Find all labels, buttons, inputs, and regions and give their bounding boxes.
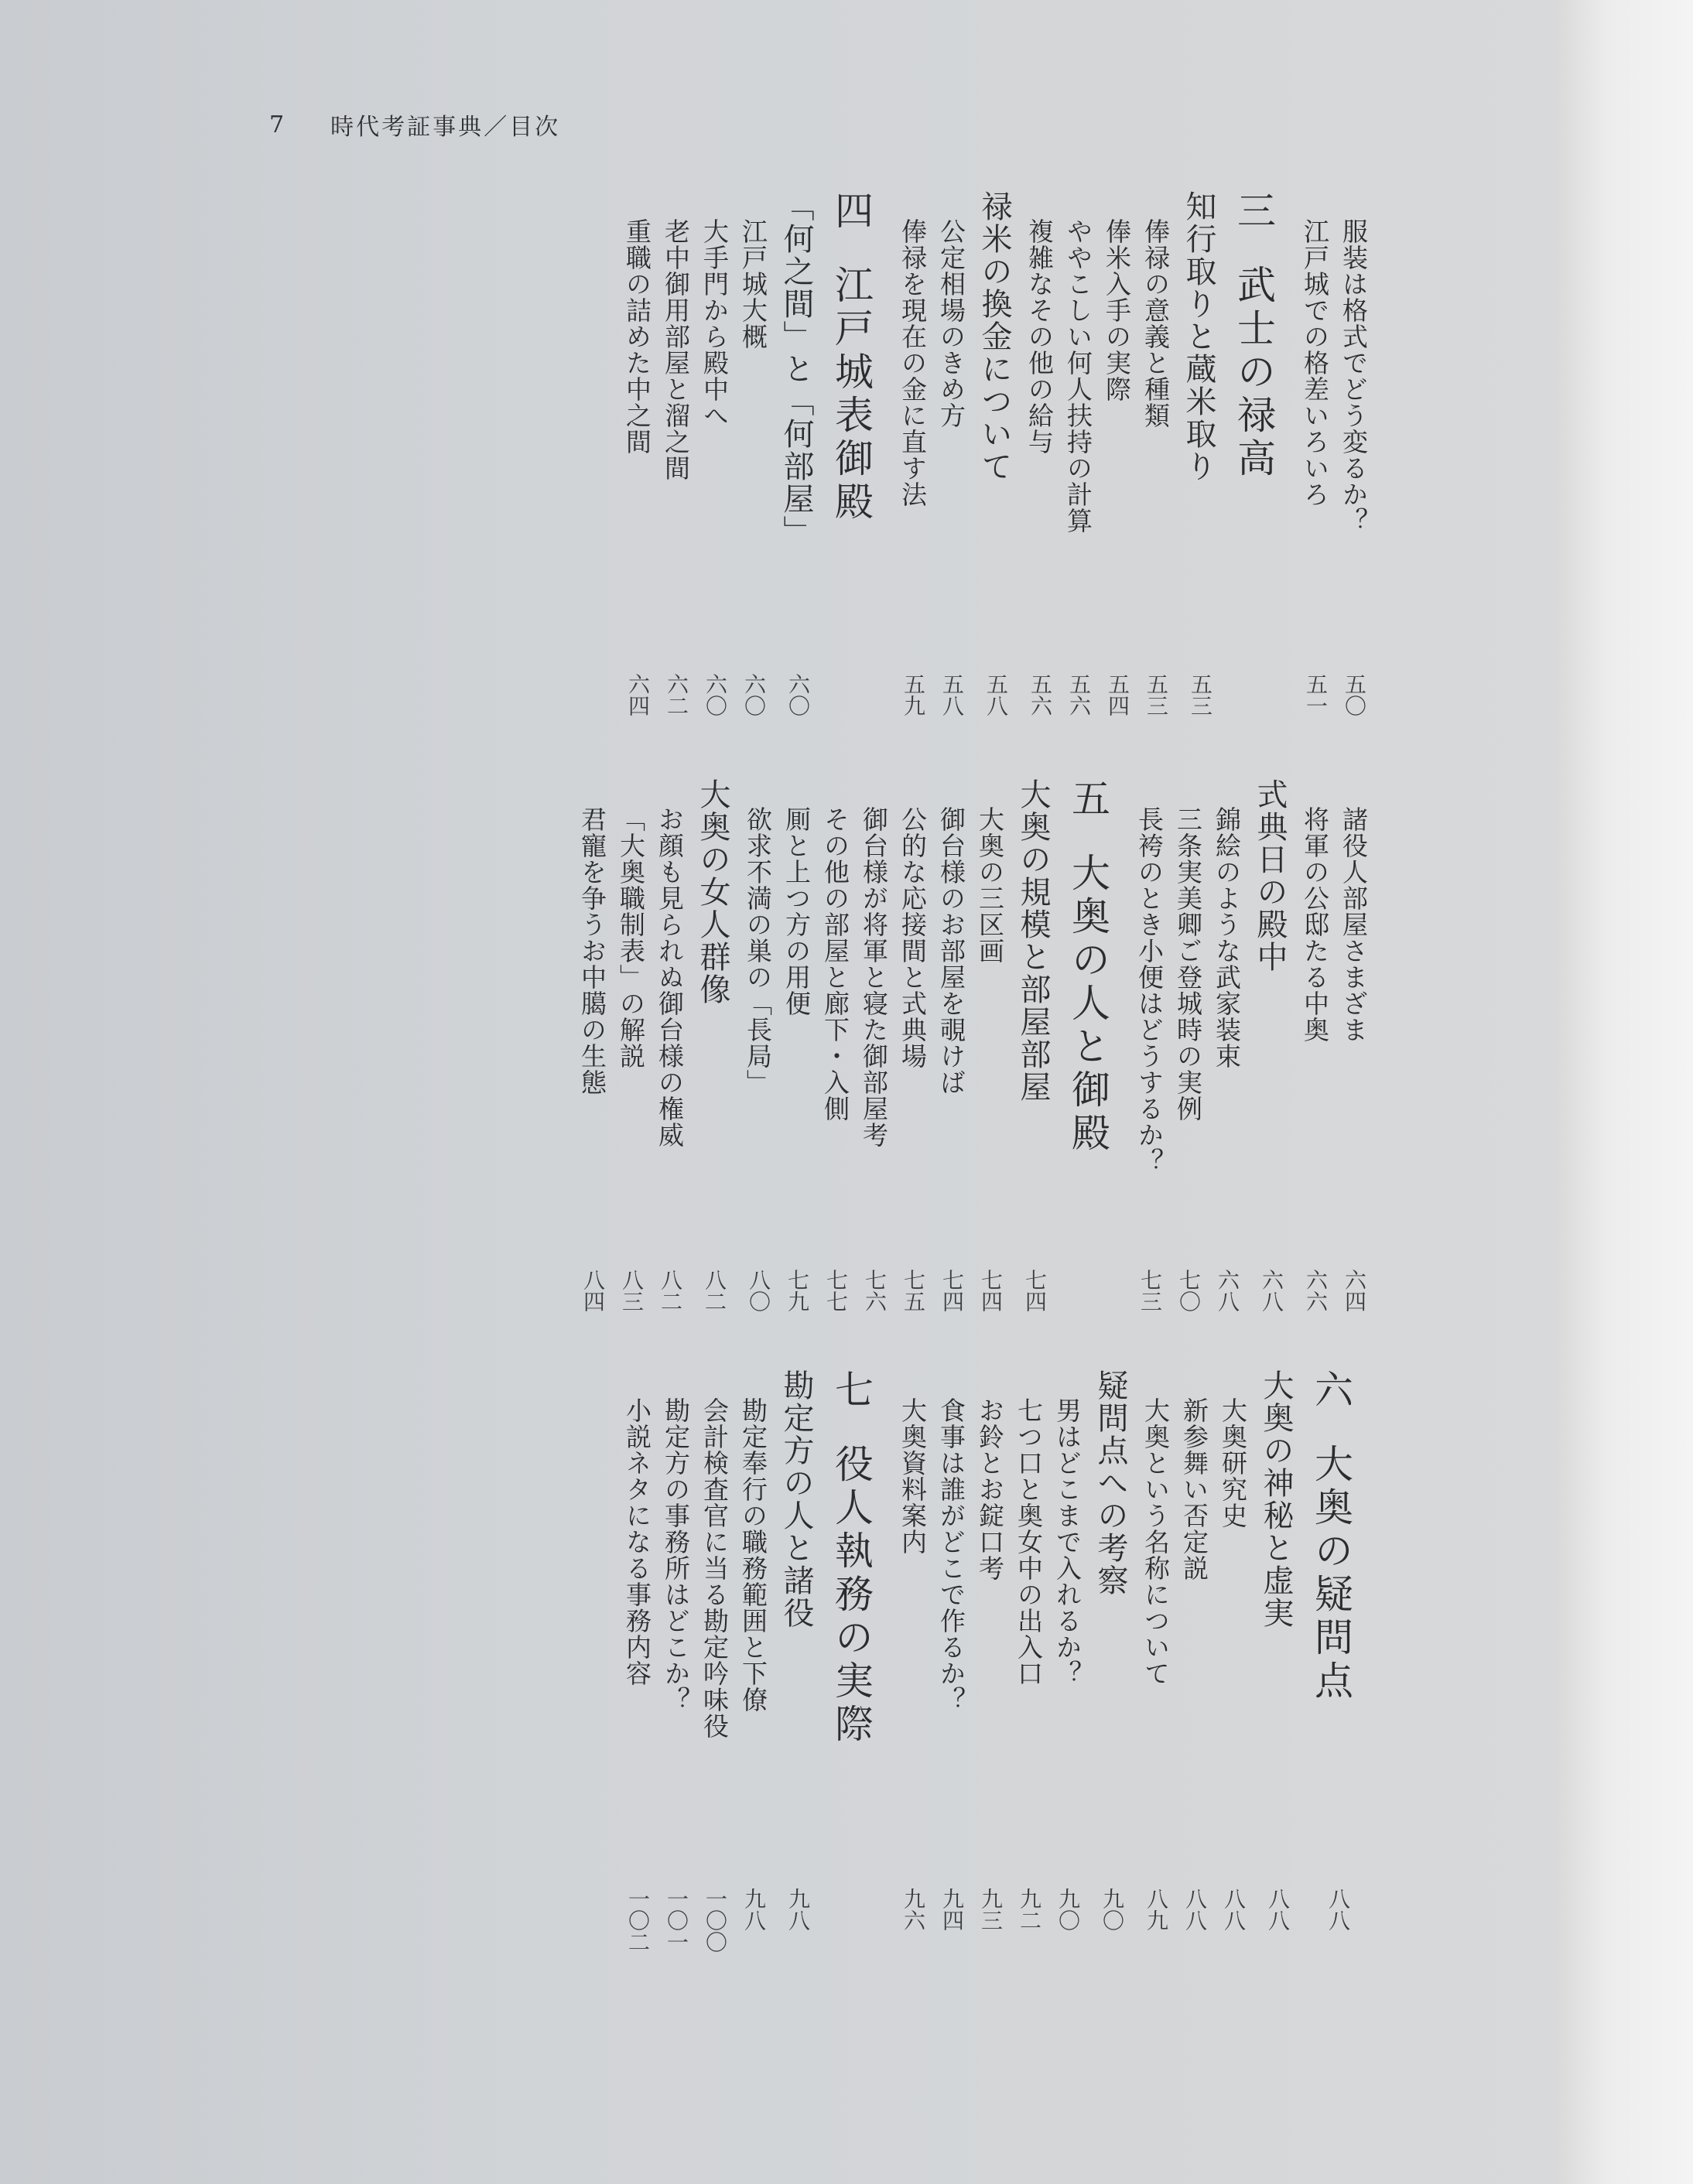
item-title: ややこしい何人扶持の計算	[1063, 218, 1093, 534]
page-ref: 八二	[702, 1269, 727, 1312]
item-title: 男はどこまで入れるか？	[1052, 1397, 1082, 1687]
item-title: 重職の詰めた中之間	[622, 218, 652, 455]
page-ref: 六四	[625, 673, 651, 716]
page-ref: 六〇	[785, 673, 811, 716]
page-ref: 六〇	[741, 673, 767, 716]
page-ref: 六四	[1342, 1269, 1367, 1312]
chapter-number: 三	[1231, 190, 1276, 229]
item-title: 江戸城での格差いろいろ	[1300, 218, 1330, 508]
chapter-number: 五	[1065, 778, 1110, 817]
page-ref: 七六	[862, 1269, 888, 1312]
page-ref: 七四	[978, 1269, 1004, 1312]
item-title: 君寵を争うお中臈の生態	[577, 806, 607, 1095]
header-title: 時代考証事典／目次	[330, 114, 561, 141]
page-ref: 五〇	[1342, 673, 1367, 716]
item-title: 公的な応接間と式典場	[898, 806, 928, 1069]
page-ref: 五六	[1066, 673, 1092, 716]
item-title: 欲求不満の巣の「長局」	[743, 806, 773, 1095]
item-title: 諸役人部屋さまざま	[1339, 806, 1369, 1043]
item-title: 公定相場のきめ方	[936, 218, 966, 429]
item-title: 江戸城大概	[738, 218, 768, 350]
chapter-title: 役人執務の実際	[829, 1444, 874, 1747]
item-title: 新参舞い否定説	[1179, 1397, 1209, 1581]
page-ref: 七五	[901, 1269, 926, 1312]
page-ref: 七〇	[1176, 1269, 1202, 1312]
page-ref: 七七	[823, 1269, 849, 1312]
item-title: 俸米入手の実際	[1102, 218, 1132, 402]
item-title: その他の部屋と廊下・入側	[820, 806, 850, 1122]
item-title: 食事は誰がどこで作るか？	[936, 1397, 966, 1713]
page-ref: 九八	[741, 1888, 767, 1931]
page-ref: 六二	[664, 673, 689, 716]
item-title: 勘定方の事務所はどこか？	[661, 1397, 691, 1713]
item-title: 七つ口と奥女中の出入口	[1014, 1397, 1044, 1687]
page-ref: 八三	[619, 1269, 645, 1312]
page-ref: 五四	[1105, 673, 1130, 716]
page-ref: 八九	[1144, 1888, 1169, 1931]
page-ref: 八二	[658, 1269, 683, 1312]
item-title: 将軍の公邸たる中奥	[1300, 806, 1330, 1043]
section-title: 禄米の換金について	[976, 190, 1012, 483]
section-title: 「何之間」と「何部屋」	[778, 190, 814, 548]
item-title: 複雑なその他の給与	[1024, 218, 1055, 455]
page-ref: 八四	[580, 1269, 606, 1312]
item-title: 老中御用部屋と溜之間	[661, 218, 691, 481]
item-title: 服装は格式でどう変るか？	[1339, 218, 1369, 534]
page-ref: 八〇	[746, 1269, 771, 1312]
item-title: 長袴のとき小便はどうするか？	[1134, 806, 1165, 1174]
item-title: 大手門から殿中へ	[699, 218, 730, 429]
chapter-number: 四	[829, 190, 874, 229]
chapter-title: 大奥の疑問点	[1308, 1444, 1353, 1704]
item-title: 錦絵のような武家装束	[1212, 806, 1242, 1069]
page-ref: 九八	[785, 1888, 811, 1931]
section-title: 式典日の殿中	[1252, 778, 1288, 973]
item-title: 俸禄を現在の金に直す法	[898, 218, 928, 508]
item-title: 御台様のお部屋を覗けば	[936, 806, 966, 1095]
page-ref: 一〇一	[664, 1888, 689, 1953]
page-edge	[1555, 0, 1693, 2184]
page-ref: 九二	[1017, 1888, 1042, 1931]
section-title: 大奥の規模と部屋部屋	[1015, 778, 1051, 1103]
page-ref: 一〇〇	[703, 1888, 728, 1953]
item-title: 大奥の三区画	[975, 806, 1005, 964]
page-ref: 五八	[939, 673, 965, 716]
page-ref: 七四	[1022, 1269, 1048, 1312]
page-ref: 九〇	[1055, 1888, 1081, 1931]
section-title: 勘定方の人と諸役	[778, 1369, 814, 1629]
page-ref: 七九	[785, 1269, 810, 1312]
item-title: 俸禄の意義と種類	[1141, 218, 1171, 429]
item-title: 会計検査官に当る勘定吟味役	[699, 1397, 730, 1739]
page-ref: 七三	[1137, 1269, 1163, 1312]
item-title: 大奥資料案内	[898, 1397, 928, 1555]
running-header	[269, 105, 560, 144]
page-ref: 九〇	[1100, 1888, 1125, 1931]
chapter-title: 武士の禄高	[1231, 265, 1276, 481]
item-title: 大奥という名称について	[1141, 1397, 1171, 1687]
page-ref: 八八	[1182, 1888, 1208, 1931]
page-ref: 八八	[1221, 1888, 1247, 1931]
section-title: 大奥の神秘と虚実	[1258, 1369, 1294, 1629]
page-ref: 五八	[983, 673, 1009, 716]
item-title: お顔も見られぬ御台様の権威	[655, 806, 685, 1148]
page-ref: 五一	[1303, 673, 1329, 716]
item-title: 御台様が将軍と寝た御部屋考	[859, 806, 889, 1148]
page-number: 7	[269, 111, 285, 138]
page-ref: 六六	[1303, 1269, 1329, 1312]
section-title: 知行取りと蔵米取り	[1181, 190, 1216, 483]
page-ref: 一〇二	[625, 1888, 651, 1953]
item-title: 大奥研究史	[1218, 1397, 1248, 1529]
chapter-title: 江戸城表御殿	[829, 265, 874, 525]
page-ref: 八八	[1265, 1888, 1291, 1931]
item-title: 三条実美卿ご登城時の実例	[1173, 806, 1203, 1122]
page-ref: 九六	[901, 1888, 926, 1931]
page-ref: 九四	[939, 1888, 965, 1931]
page-ref: 六〇	[703, 673, 728, 716]
item-title: お鈴とお錠口考	[975, 1397, 1005, 1581]
item-title: 厠と上つ方の用便	[782, 806, 812, 1017]
page-ref: 七四	[939, 1269, 965, 1312]
page-ref: 六八	[1215, 1269, 1240, 1312]
item-title: 「大奥職制表」の解説	[616, 806, 646, 1069]
page-ref: 五九	[901, 673, 926, 716]
section-title: 大奥の女人群像	[695, 778, 730, 1006]
chapter-number: 六	[1308, 1369, 1353, 1408]
page-ref: 五三	[1188, 673, 1213, 716]
item-title: 勘定奉行の職務範囲と下僚	[738, 1397, 768, 1713]
page-ref: 六八	[1259, 1269, 1284, 1312]
chapter-number: 七	[829, 1369, 874, 1408]
section-title: 疑問点への考察	[1093, 1369, 1128, 1597]
page-ref: 八八	[1325, 1888, 1351, 1931]
chapter-title: 大奥の人と御殿	[1065, 853, 1110, 1156]
page-ref: 五三	[1144, 673, 1169, 716]
item-title: 小説ネタになる事務内容	[622, 1397, 652, 1687]
page-ref: 五六	[1028, 673, 1053, 716]
page-ref: 九三	[978, 1888, 1004, 1931]
